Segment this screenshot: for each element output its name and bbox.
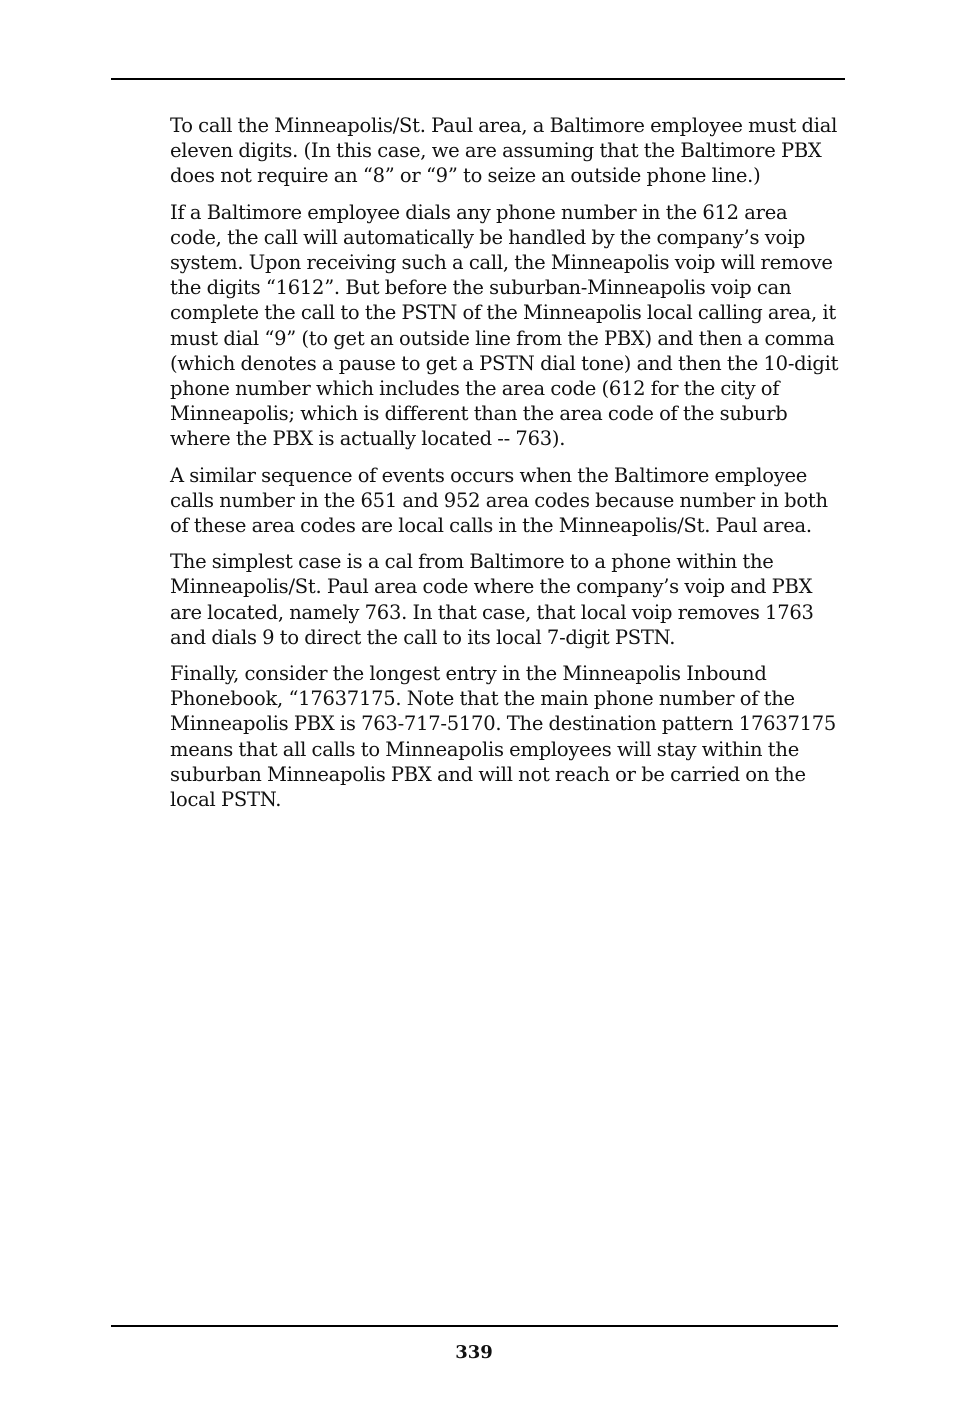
paragraph-3: A similar sequence of events occurs when the Baltimore employee calls number in the 651 and 952 area codes because number in both of these area codes are local calls in the Minneapolis/St. Paul area. — [170, 463, 828, 538]
paragraph-5: Finally, consider the longest entry in the Minneapolis Inbound Phonebook, “17637175. Note that the main phone number of the Minneapolis PBX is 763-717-5170. The destination pattern 17637175 means that all calls to Minneapolis employees will stay within the suburban Minneapolis PBX and will not reach or be carried on the local PSTN. — [170, 662, 837, 812]
paragraph-4: The simplest case is a cal from Baltimore to a phone within the Minneapolis/St. Paul area code where the company’s voip and PBX are located, namely 763. In that case, that local voip removes 1763 and dials 9 to direct the call to its local 7-digit PSTN. — [170, 550, 814, 649]
body-text — [170, 113, 840, 823]
header-rule — [111, 78, 845, 80]
paragraph-1: To call the Minneapolis/St. Paul area, a Baltimore employee must dial eleven digits. (In this case, we are assuming that the Baltimore PBX does not require an “8” or “9” to seize an outside phone line.) — [170, 114, 838, 188]
footer-rule — [111, 1325, 838, 1327]
page-number: 339 — [455, 1342, 493, 1363]
paragraph-2: If a Baltimore employee dials any phone number in the 612 area code, the call will automatically be handled by the company’s voip system. Upon receiving such a call, the Minneapolis voip will remove the digits “1612”. But before the suburban-Minneapolis voip can complete the call to the PSTN of the Minneapolis local calling area, it must dial “9” (to get an outside line from the PBX) and then a comma (which denotes a pause to get a PSTN dial tone) and then the 10-digit phone number which includes the area code (612 for the city of Minneapolis; which is different than the area code of the suburb where the PBX is actually located -- 763). — [170, 200, 839, 451]
